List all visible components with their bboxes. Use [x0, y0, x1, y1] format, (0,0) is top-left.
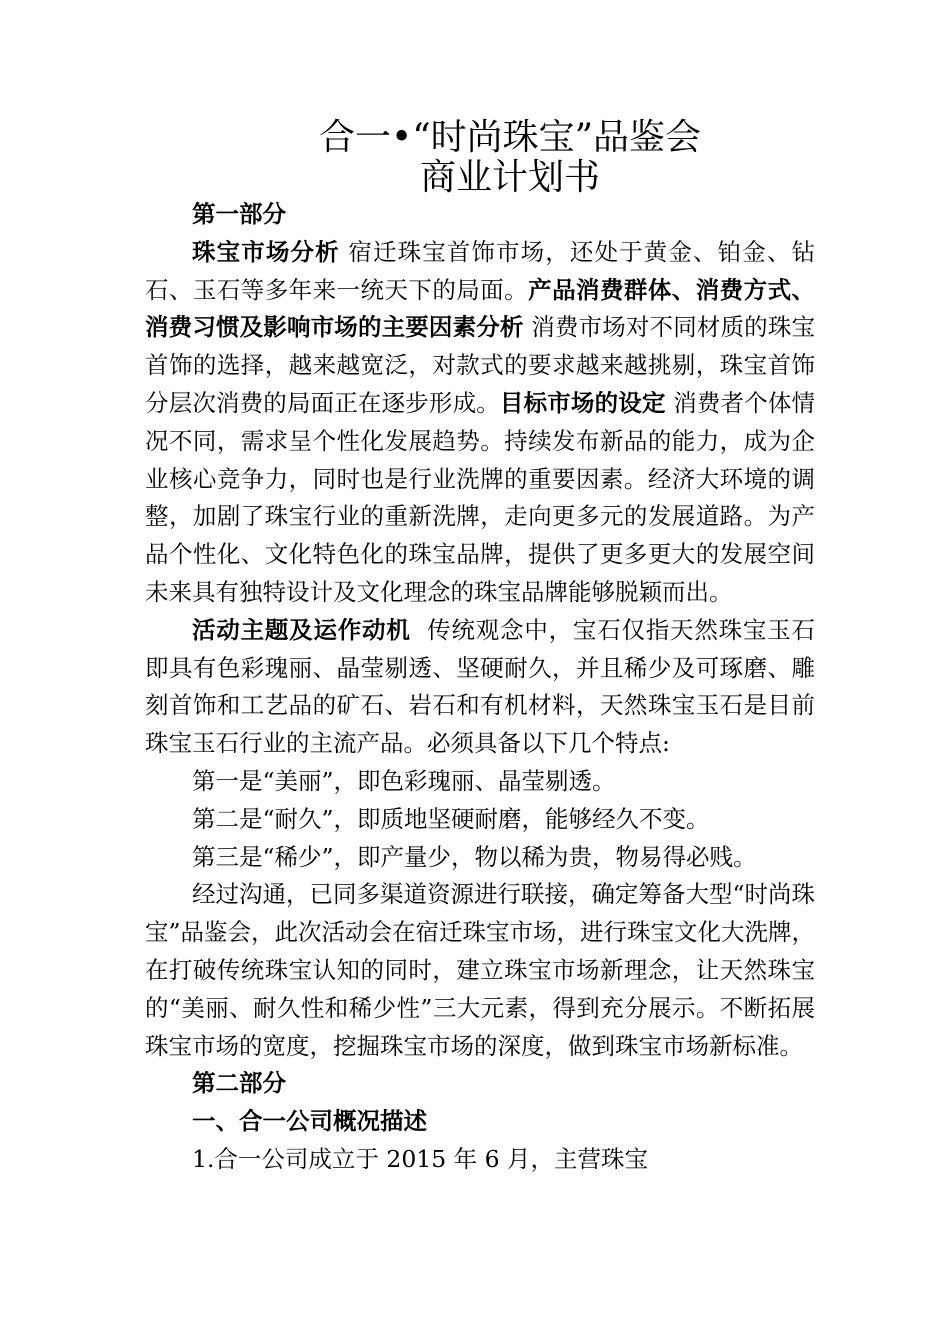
document-body	[145, 196, 815, 1179]
consumer-analysis-text: 消费市场对不同材质的珠宝首饰的选择，越来越宽泛，对款式的要求越来越挑剔，珠宝首饰分层次消费的局面正在逐步形成。	[145, 313, 816, 417]
point-2: 第二是“耐久”，即质地坚硬耐磨，能够经久不变。	[192, 804, 710, 833]
theme-paragraph	[145, 612, 815, 763]
point-3: 第三是“稀少”，即产量少，物以稀为贵，物易得必贱。	[192, 842, 757, 871]
document-subtitle: 商业计划书	[419, 157, 600, 198]
point-1: 第一是“美丽”，即色彩瑰丽、晶莹剔透。	[192, 766, 616, 795]
market-analysis-text: 宿迁珠宝首饰市场，还处于黄金、铂金、钻石、玉石等多年来一统天下的局面。	[145, 237, 815, 304]
target-market-text: 消费者个体情况不同，需求呈个性化发展趋势。持续发布新品的能力，成为企业核心竞争力，同时也是行业洗牌的重要因素。经济大环境的调整，加剧了珠宝行业的重新洗牌，走向更多元的发展道路。为产品个性化、文化特色化的珠宝品牌，提供了更多更大的发展空间未来具有独特设计及文化理念的珠宝品牌能够脱颖而出。	[145, 388, 816, 606]
market-analysis-heading: 珠宝市场分析	[192, 237, 340, 266]
summary-paragraph: 经过沟通，已同多渠道资源进行联接，确定筹备大型“时尚珠宝”品鉴会，此次活动会在宿迁珠宝市场，进行珠宝文化大洗牌，在打破传统珠宝认知的同时，建立珠宝市场新理念，让天然珠宝的“美丽、耐久性和稀少性”三大元素，得到充分展示。不断拓展珠宝市场的宽度，挖掘珠宝市场的深度，做到珠宝市场新标准。	[145, 880, 816, 1060]
part1-heading: 第一部分	[192, 200, 286, 228]
part2-heading: 第二部分	[192, 1069, 286, 1098]
document-title: 合一•“时尚珠宝”品鉴会	[318, 117, 702, 158]
theme-heading: 活动主题及运作动机	[192, 615, 411, 644]
target-market-heading: 目标市场的设定	[499, 388, 666, 417]
company-overview-heading: 一、合一公司概况描述	[192, 1107, 427, 1136]
market-analysis-paragraph	[145, 234, 815, 612]
consumer-analysis-heading: 产品消费群体、消费方式、消费习惯及影响市场的主要因素分析	[145, 275, 816, 342]
company-item-1: 1.合一公司成立于 2015 年 6 月，主营珠宝	[192, 1144, 649, 1173]
theme-text: 传统观念中，宝石仅指天然珠宝玉石即具有色彩瑰丽、晶莹剔透、坚硬耐久，并且稀少及可琢磨、雕刻首饰和工艺品的矿石、岩石和有机材料，天然珠宝玉石是目前珠宝玉石行业的主流产品。必须具备以下几个特点:	[145, 615, 816, 758]
